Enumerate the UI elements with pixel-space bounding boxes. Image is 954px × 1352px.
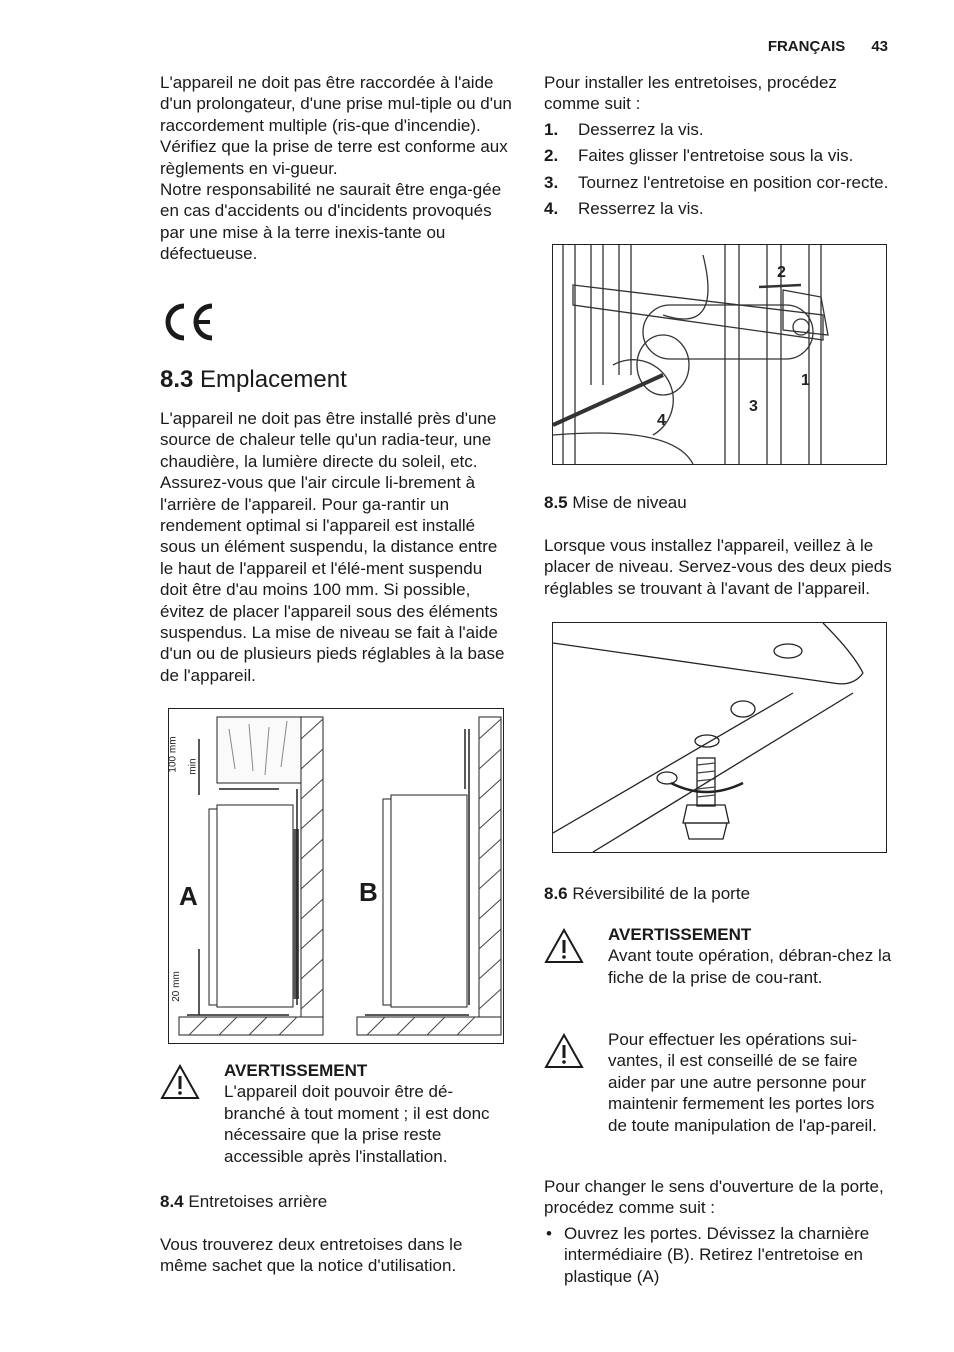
step-number: 3. xyxy=(544,172,559,192)
warning-icon xyxy=(544,928,584,964)
step-item xyxy=(544,119,894,140)
warning-icon xyxy=(544,1033,584,1069)
warning-title: AVERTISSEMENT xyxy=(224,1061,368,1080)
fig-step-4: 4 xyxy=(657,412,666,429)
section-8-5-title: Mise de niveau xyxy=(572,493,687,512)
intro-paragraph-2: Notre responsabilité ne saurait être enga-gée en cas d'accidents ou d'incidents provoqués par une mise à la terre inexis-tante ou défectueuse. xyxy=(160,180,502,264)
niveau-paragraph: Lorsque vous installez l'appareil, veillez à le placer de niveau. Servez-vous des deux pieds réglables se trouvant à l'avant de l'appareil. xyxy=(544,536,892,598)
section-8-5-number: 8.5 xyxy=(544,493,568,512)
emplacement-paragraph: L'appareil ne doit pas être installé près d'une source de chaleur telle qu'un radia-teur, une chaudière, la lumière directe du soleil, etc. Assurez-vous que l'air circule li-brement à l'arrière de l'appareil. Pour ga-rantir un rendement optimal si l'appareil est installé sous un élément suspendu, la distance entre le haut de l'appareil et l'élé-ment suspendu doit être d'au moins 100 mm. Si possible, évitez de placer l'appareil sous des éléments suspendus. La mise de niveau se fait à l'aide d'un ou de plusieurs pieds réglables à la base de l'appareil. xyxy=(160,409,505,685)
step-number: 2. xyxy=(544,146,559,166)
spacer-intro: Pour installer les entretoises, procédez comme suit : xyxy=(544,73,837,114)
section-8-6-heading xyxy=(544,883,894,904)
step-text: Desserrez la vis. xyxy=(578,119,704,139)
section-8-5-heading xyxy=(544,492,894,513)
step-item xyxy=(544,172,894,193)
dim-min: min xyxy=(187,758,199,775)
ce-mark-icon xyxy=(160,302,216,342)
warning-text: Pour effectuer les opérations sui-vantes, il est conseillé de se faire aider par une autre personne pour maintenir fermement les portes lors de toute manipulation de l'ap-pareil. xyxy=(608,1030,877,1135)
warning-title: AVERTISSEMENT xyxy=(608,925,752,944)
step-item xyxy=(544,198,894,219)
warning-text: L'appareil doit pouvoir être dé-branché à tout moment ; il est donc nécessaire que la prise reste accessible après l'installation. xyxy=(224,1082,490,1166)
figure-label-b: B xyxy=(359,877,378,907)
section-8-4-text xyxy=(160,1234,512,1277)
fig-step-2: 2 xyxy=(777,264,786,281)
bullet-item: • Ouvrez les portes. Dévissez la charnière intermédiaire (B). Retirez l'entretoise en plastique (A) xyxy=(544,1223,894,1287)
clearance-figure xyxy=(168,708,504,1044)
door-intro: Pour changer le sens d'ouverture de la porte, procédez comme suit : xyxy=(544,1177,884,1218)
section-8-3-text xyxy=(160,408,512,686)
section-8-3-title: Emplacement xyxy=(200,366,347,393)
dim-100mm: 100 mm xyxy=(167,736,179,773)
figure-label-a: A xyxy=(179,881,198,911)
fig-step-1: 1 xyxy=(801,372,810,389)
section-8-5-text xyxy=(544,535,894,599)
dim-20mm: 20 mm xyxy=(170,971,182,1002)
page-header xyxy=(742,38,888,55)
section-8-6-title: Réversibilité de la porte xyxy=(572,884,751,903)
section-8-4-number: 8.4 xyxy=(160,1192,184,1211)
step-item xyxy=(544,145,894,166)
warning-right-1 xyxy=(544,924,894,988)
warning-text: Avant toute opération, débran-chez la fiche de la prise de cou-rant. xyxy=(608,946,892,987)
page-number: 43 xyxy=(871,38,888,55)
warning-left xyxy=(160,1060,512,1167)
warning-right-2 xyxy=(544,1029,894,1136)
step-text: Faites glisser l'entretoise sous la vis. xyxy=(578,146,854,166)
section-8-6-number: 8.6 xyxy=(544,884,568,903)
intro-paragraph-1: L'appareil ne doit pas être raccordée à l'aide d'un prolongateur, d'une prise mul-tiple ou d'un raccordement multiple (ris-que d'incendie). Vérifiez que la prise de terre est conforme aux règlements en vi-gueur. xyxy=(160,73,512,178)
door-instructions xyxy=(544,1176,894,1287)
left-intro xyxy=(160,72,512,265)
step-number: 4. xyxy=(544,199,559,219)
step-text: Resserrez la vis. xyxy=(578,199,704,219)
leveling-figure xyxy=(552,622,887,853)
section-8-3-heading xyxy=(160,366,512,394)
entretoises-paragraph: Vous trouverez deux entretoises dans le même sachet que la notice d'utilisation. xyxy=(160,1235,463,1276)
section-8-3-number: 8.3 xyxy=(160,366,194,393)
warning-icon xyxy=(160,1064,200,1100)
section-8-4-title: Entretoises arrière xyxy=(188,1192,328,1211)
step-text: Tournez l'entretoise en position cor-recte. xyxy=(578,172,889,192)
fig-step-3: 3 xyxy=(749,398,758,415)
step-number: 1. xyxy=(544,119,559,139)
section-8-4-heading xyxy=(160,1191,512,1212)
section-label: FRANÇAIS xyxy=(767,38,846,55)
spacer-instructions xyxy=(544,72,894,219)
spacer-figure xyxy=(552,244,887,465)
